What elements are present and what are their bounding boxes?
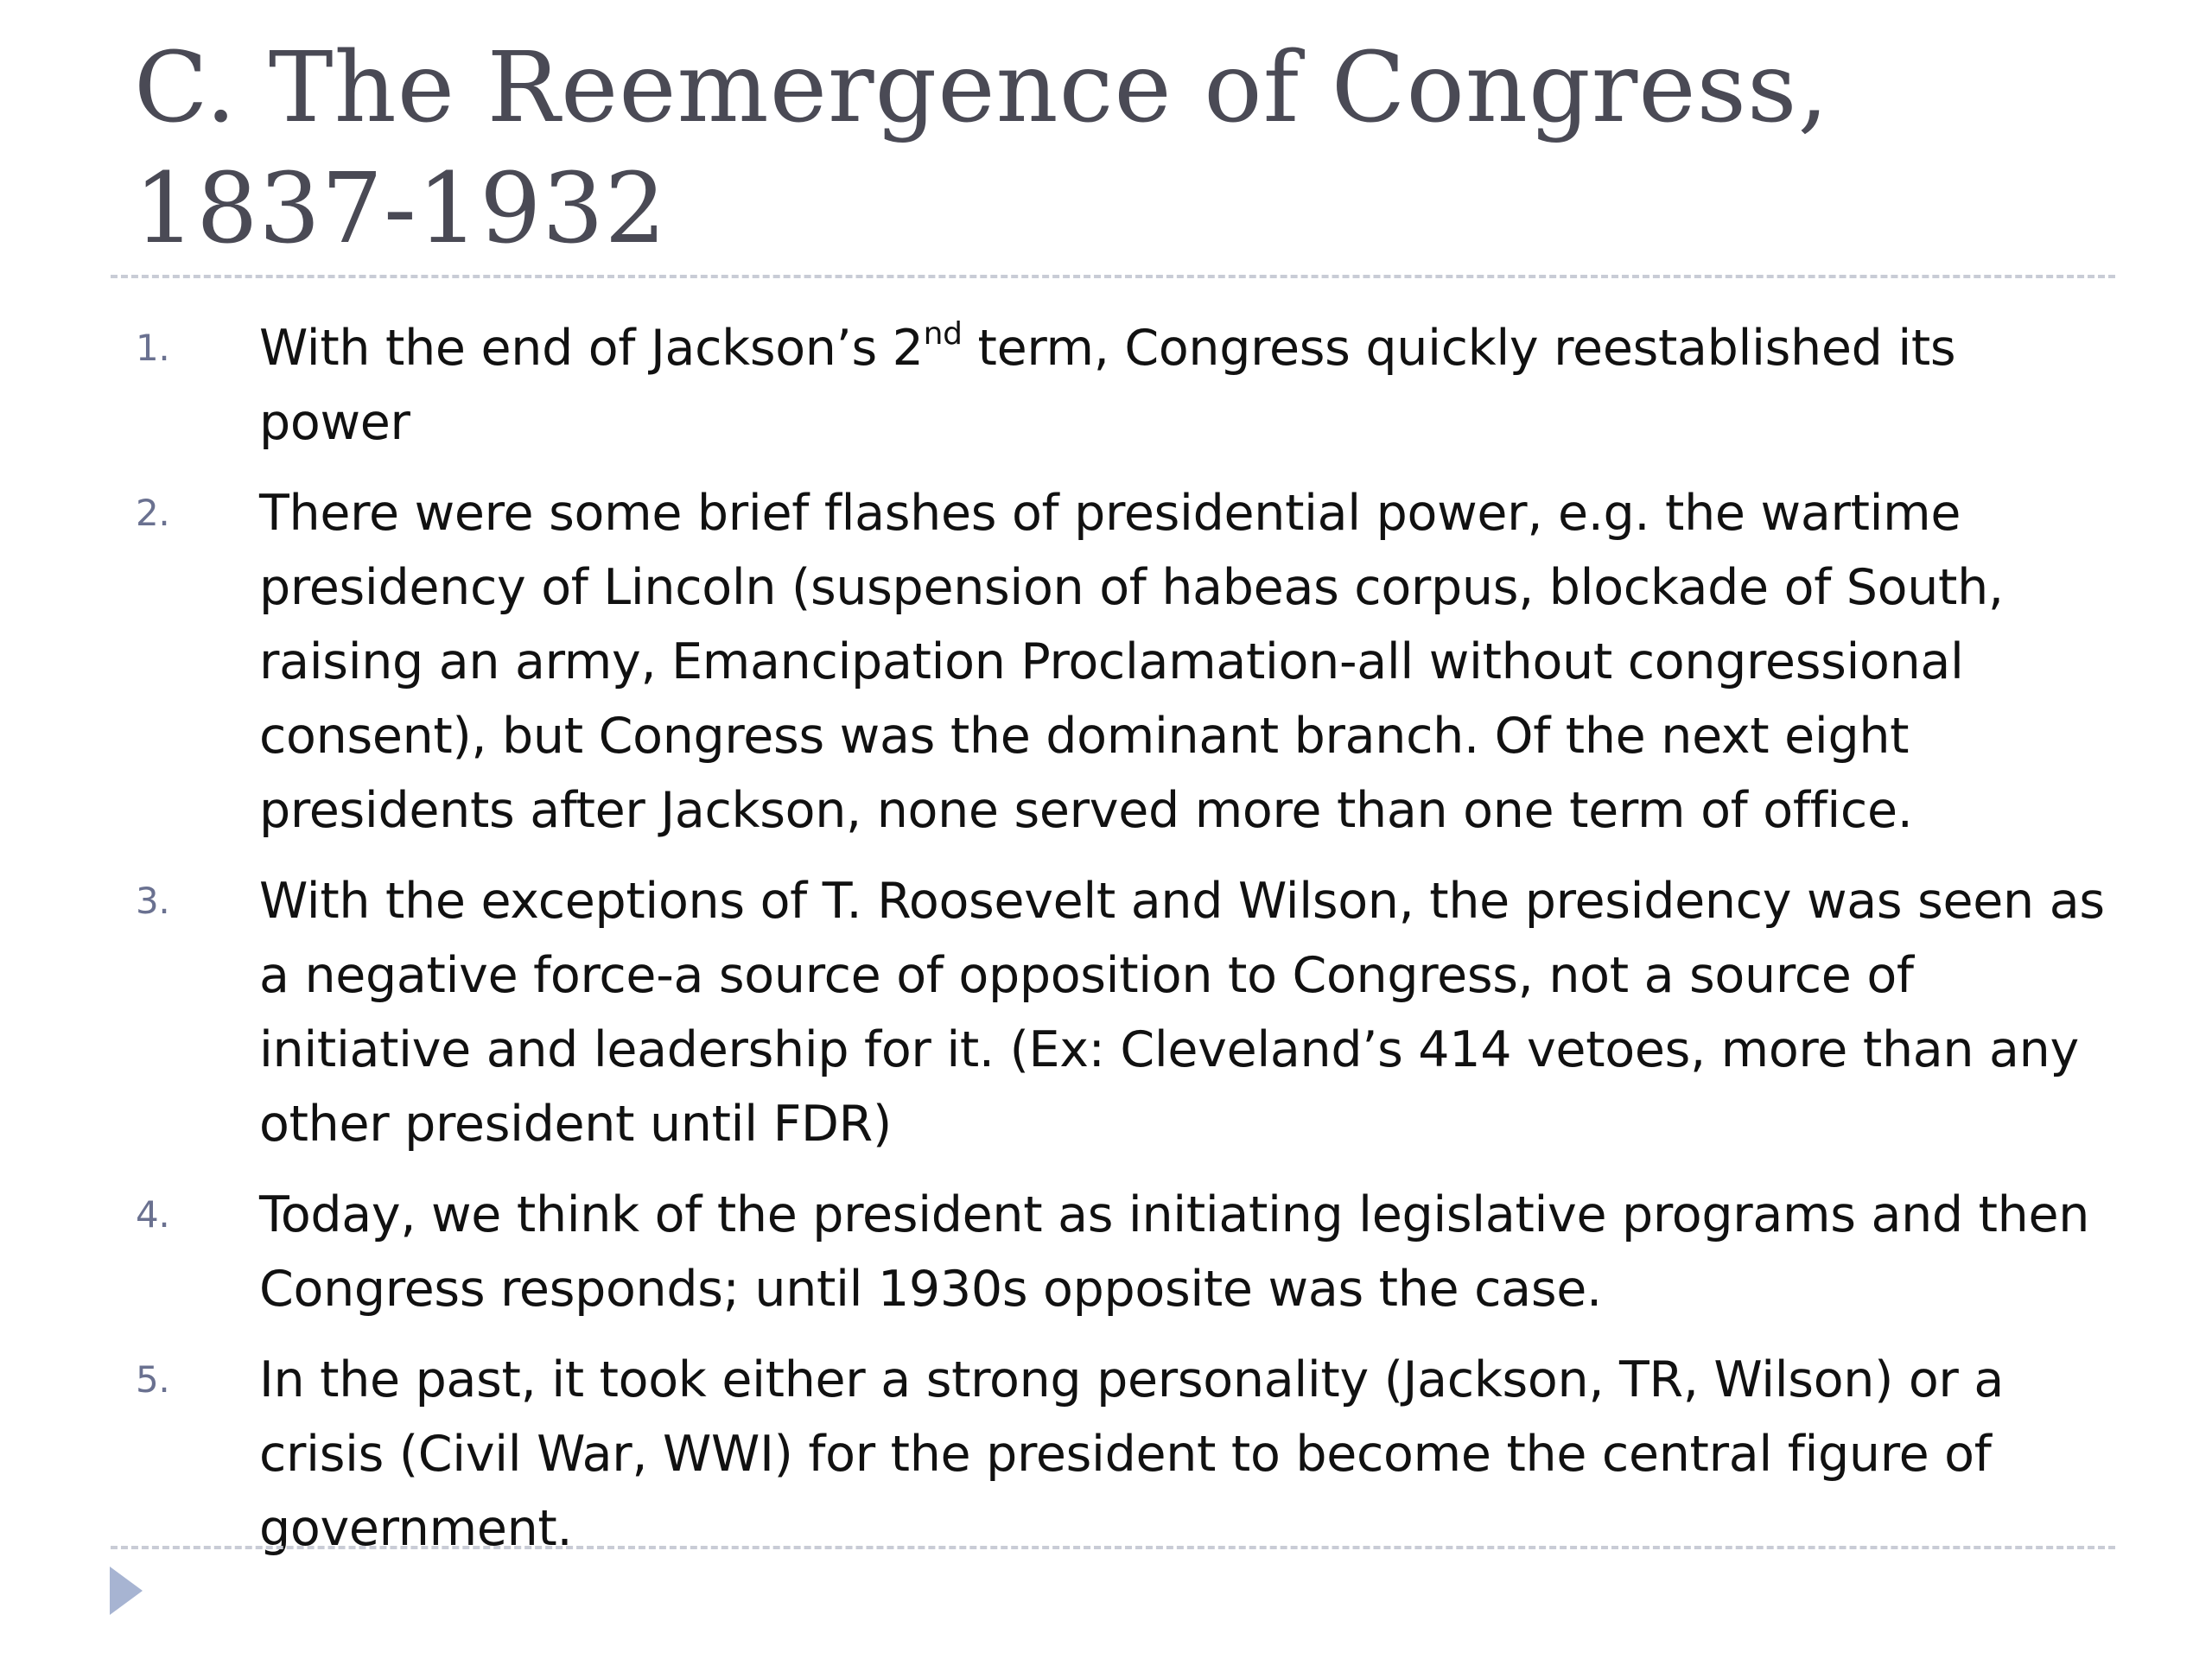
list-text: There were some brief flashes of presidential power, e.g. the wartime presidency of Lincoln (suspension of habeas corpus, blockade of South, raising an army, Emancipation Proclamation-all without congressional consent), but Congress was the dominant branch. Of the next eight presidents after Jackson, none served more than one term of office.: [259, 485, 2004, 839]
list-number: 2.: [136, 492, 170, 534]
slide-title: C. The Reemergence of Congress, 1837-1932: [134, 32, 1830, 265]
list-item-3: [0, 864, 2108, 1161]
footer-divider: [111, 1546, 2115, 1549]
list-text: Today, we think of the president as initiating legislative programs and then Congress responds; until 1930s opposite was the case.: [259, 1186, 2090, 1318]
list-item-1: [0, 311, 2108, 460]
list-text: In the past, it took either a strong personality (Jackson, TR, Wilson) or a crisis (Civil War, WWI) for the president to become the central figure of government.: [259, 1351, 2005, 1557]
list-item-4: [0, 1178, 2108, 1326]
list-number: 3.: [136, 880, 170, 922]
list-text: With the exceptions of T. Roosevelt and Wilson, the presidency was seen as a negative force-a source of opposition to Congress, not a source of initiative and leadership for it. (Ex: Cleveland’s 414 vetoes, more than any other president until FDR): [259, 873, 2105, 1153]
numbered-list: [0, 311, 2212, 1582]
list-item-5: [0, 1343, 2108, 1566]
list-number: 4.: [136, 1193, 170, 1236]
list-number: 5.: [136, 1358, 170, 1401]
superscript: nd: [923, 316, 963, 352]
play-arrow-icon: [110, 1567, 143, 1615]
list-item-2: [0, 476, 2108, 848]
list-text: With the end of Jackson’s 2nd term, Congress quickly reestablished its power: [259, 316, 1956, 451]
list-number: 1.: [136, 327, 170, 369]
title-divider: [111, 275, 2115, 278]
